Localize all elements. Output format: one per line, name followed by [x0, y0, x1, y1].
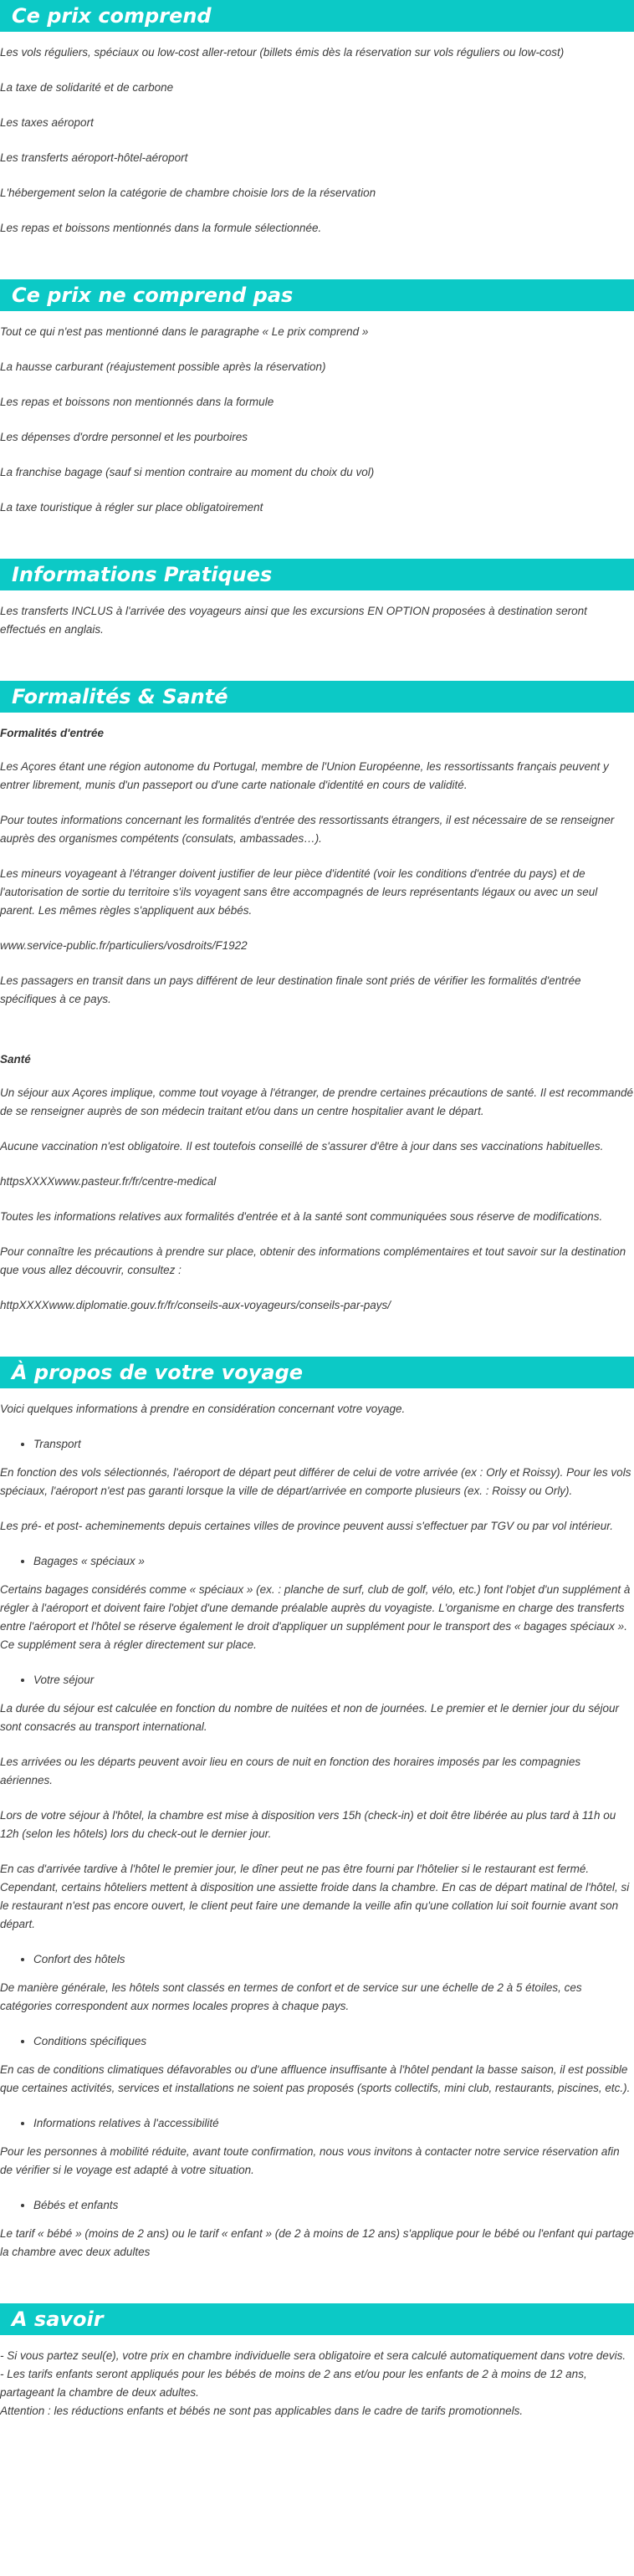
baggage-paragraph: Certains bagages considérés comme « spéciaux » (ex. : planche de surf, club de golf, vélo, etc.) font l'objet d'un supplément à régler à l'aéroport et doivent faire l'objet d'une demande préalable auprès du voyagiste. L'organisme en charge des transferts entre l'aéroport et l'hôtel se réserve également le droit d'appliquer un supplément pour le transport des « bagages spéciaux ». Ce supplément sera à régler directement sur place.	[0, 1583, 631, 1651]
excludes-item: La taxe touristique à régler sur place obligatoirement	[0, 501, 263, 514]
includes-item: Les transferts aéroport-hôtel-aéroport	[0, 151, 188, 164]
practical-section	[0, 559, 634, 639]
accessibility-paragraph: Pour les personnes à mobilité réduite, avant toute confirmation, nous vous invitons à contacter notre service réservation afin de vérifier si le voyage est adapté à votre situation.	[0, 2145, 620, 2176]
tips-line: Attention : les réductions enfants et bébés ne sont pas applicables dans le cadre de tarifs promotionnels.	[0, 2405, 524, 2417]
about-section	[0, 1357, 634, 2262]
stay-label: • Votre séjour	[33, 1671, 634, 1689]
diplomatie-link[interactable]: httpXXXXwww.diplomatie.gouv.fr/fr/conseils-aux-voyageurs/conseils-par-pays/	[0, 1299, 391, 1311]
entry-heading: Formalités d'entrée	[0, 727, 104, 739]
health-heading: Santé	[0, 1053, 31, 1066]
excludes-item: La franchise bagage (sauf si mention contraire au moment du choix du vol)	[0, 466, 375, 478]
includes-item: Les repas et boissons mentionnés dans la formule sélectionnée.	[0, 222, 322, 234]
pasteur-link[interactable]: httpsXXXXwww.pasteur.fr/fr/centre-medical	[0, 1175, 217, 1188]
about-intro: Voici quelques informations à prendre en considération concernant votre voyage.	[0, 1403, 406, 1415]
comfort-paragraph: De manière générale, les hôtels sont classés en termes de confort et de service sur une échelle de 2 à 5 étoiles, ces catégories correspondent aux normes locales propres à chaque pays.	[0, 1981, 582, 2012]
stay-paragraph: Lors de votre séjour à l'hôtel, la chambre est mise à disposition vers 15h (check-in) et doit être libérée au plus tard à 11h ou 12h (selon les hôtels) lors du check-out le dernier jour.	[0, 1809, 616, 1840]
entry-paragraph: Les mineurs voyageant à l'étranger doivent justifier de leur pièce d'identité (voir les conditions d'entrée du pays) et de l'autorisation de sortie du territoire s'ils voyagent sans être accompagnés de leurs représentants légaux ou avec un seul parent. Les mêmes règles s'appliquent aux bébés.	[0, 867, 598, 917]
stay-paragraph: En cas d'arrivée tardive à l'hôtel le premier jour, le dîner peut ne pas être fourni par l'hôtelier si le restaurant est fermé. Cependant, certains hôteliers mettent à disposition une assiette froide dans la chambre. En cas de départ matinal de l'hôtel, si le restaurant n'est pas encore ouvert, le client peut faire une demande la veille afin qu'une collation lui soit fournie avant son départ.	[0, 1863, 630, 1930]
includes-item: L'hébergement selon la catégorie de chambre choisie lors de la réservation	[0, 187, 376, 199]
transport-paragraph: Les pré- et post- acheminements depuis certaines villes de province peuvent aussi s'effectuer par TGV ou par vol intérieur.	[0, 1520, 613, 1532]
includes-item: La taxe de solidarité et de carbone	[0, 81, 174, 94]
excludes-item: Les dépenses d'ordre personnel et les pourboires	[0, 431, 248, 443]
health-paragraph: Un séjour aux Açores implique, comme tout voyage à l'étranger, de prendre certaines précautions de santé. Il est recommandé de se renseigner auprès de son médecin traitant et/ou dans un centre hospitalier avant le départ.	[0, 1086, 633, 1117]
tips-section	[0, 2303, 634, 2420]
practical-title: Informations Pratiques	[0, 559, 634, 590]
includes-title: Ce prix comprend	[0, 0, 634, 32]
includes-item: Les vols réguliers, spéciaux ou low-cost aller-retour (billets émis dès la réservation sur vols réguliers ou low-cost)	[0, 46, 565, 59]
entry-paragraph: Pour toutes informations concernant les formalités d'entrée des ressortissants étrangers, il est nécessaire de se renseigner auprès des organismes compétents (consulats, ambassades…).	[0, 814, 615, 845]
accessibility-label: • Informations relatives à l'accessibilité	[33, 2114, 634, 2133]
service-public-link[interactable]: www.service-public.fr/particuliers/vosdroits/F1922	[0, 939, 248, 952]
about-title: À propos de votre voyage	[0, 1357, 634, 1388]
conditions-label: • Conditions spécifiques	[33, 2032, 634, 2051]
babies-paragraph: Le tarif « bébé » (moins de 2 ans) ou le tarif « enfant » (de 2 à moins de 12 ans) s'applique pour le bébé ou l'enfant qui partage la chambre avec deux adultes	[0, 2227, 634, 2258]
health-paragraph: Aucune vaccination n'est obligatoire. Il est toutefois conseillé de s'assurer d'être à jour dans ses vaccinations habituelles.	[0, 1140, 604, 1153]
includes-item: Les taxes aéroport	[0, 116, 94, 129]
excludes-title: Ce prix ne comprend pas	[0, 279, 634, 311]
excludes-section	[0, 279, 634, 517]
conditions-paragraph: En cas de conditions climatiques défavorables ou d'une affluence insuffisante à l'hôtel pendant la basse saison, il est possible que certaines activités, services et installations ne soient pas proposés (sports collectifs, mini club, restaurants, piscines, etc.).	[0, 2063, 631, 2094]
formalities-title: Formalités & Santé	[0, 681, 634, 713]
transport-paragraph: En fonction des vols sélectionnés, l'aéroport de départ peut différer de celui de votre arrivée (ex : Orly et Roissy). Pour les vols spéciaux, l'aéroport n'est pas garanti lorsque la ville de départ/arrivée en comporte plusieurs (ex. : Roissy ou Orly).	[0, 1466, 631, 1497]
excludes-item: La hausse carburant (réajustement possible après la réservation)	[0, 360, 326, 373]
formalities-section	[0, 681, 634, 1315]
babies-label: • Bébés et enfants	[33, 2196, 634, 2215]
stay-paragraph: Les arrivées ou les départs peuvent avoir lieu en cours de nuit en fonction des horaires imposés par les compagnies aériennes.	[0, 1756, 581, 1786]
health-paragraph: Toutes les informations relatives aux formalités d'entrée et à la santé sont communiquées sous réserve de modifications.	[0, 1210, 603, 1223]
includes-list	[0, 32, 634, 238]
excludes-list	[0, 311, 634, 517]
tips-line: - Si vous partez seul(e), votre prix en chambre individuelle sera obligatoire et sera calculé automatiquement dans votre devis.	[0, 2349, 626, 2362]
tips-line: - Les tarifs enfants seront appliqués pour les bébés de moins de 2 ans et/ou pour les enfants de 2 à moins de 12 ans, partageant la chambre de deux adultes.	[0, 2368, 587, 2399]
stay-paragraph: La durée du séjour est calculée en fonction du nombre de nuitées et non de journées. Le premier et le dernier jour du séjour sont consacrés au transport international.	[0, 1702, 619, 1733]
baggage-label: • Bagages « spéciaux »	[33, 1552, 634, 1571]
practical-text: Les transferts INCLUS à l'arrivée des voyageurs ainsi que les excursions EN OPTION proposées à destination seront effectués en anglais.	[0, 605, 587, 636]
excludes-item: Les repas et boissons non mentionnés dans la formule	[0, 396, 274, 408]
health-paragraph: Pour connaître les précautions à prendre sur place, obtenir des informations complémentaires et tout savoir sur la destination que vous allez découvrir, consultez :	[0, 1245, 626, 1276]
entry-paragraph: Les Açores étant une région autonome du Portugal, membre de l'Union Européenne, les ressortissants français peuvent y entrer librement, munis d'un passeport ou d'une carte nationale d'identité en cours de validité.	[0, 760, 609, 791]
comfort-label: • Confort des hôtels	[33, 1950, 634, 1969]
tips-title: A savoir	[0, 2303, 634, 2335]
excludes-item: Tout ce qui n'est pas mentionné dans le paragraphe « Le prix comprend »	[0, 325, 369, 338]
entry-paragraph: Les passagers en transit dans un pays différent de leur destination finale sont priés de vérifier les formalités d'entrée spécifiques à ce pays.	[0, 974, 581, 1005]
includes-section	[0, 0, 634, 238]
transport-label: • Transport	[33, 1435, 634, 1454]
